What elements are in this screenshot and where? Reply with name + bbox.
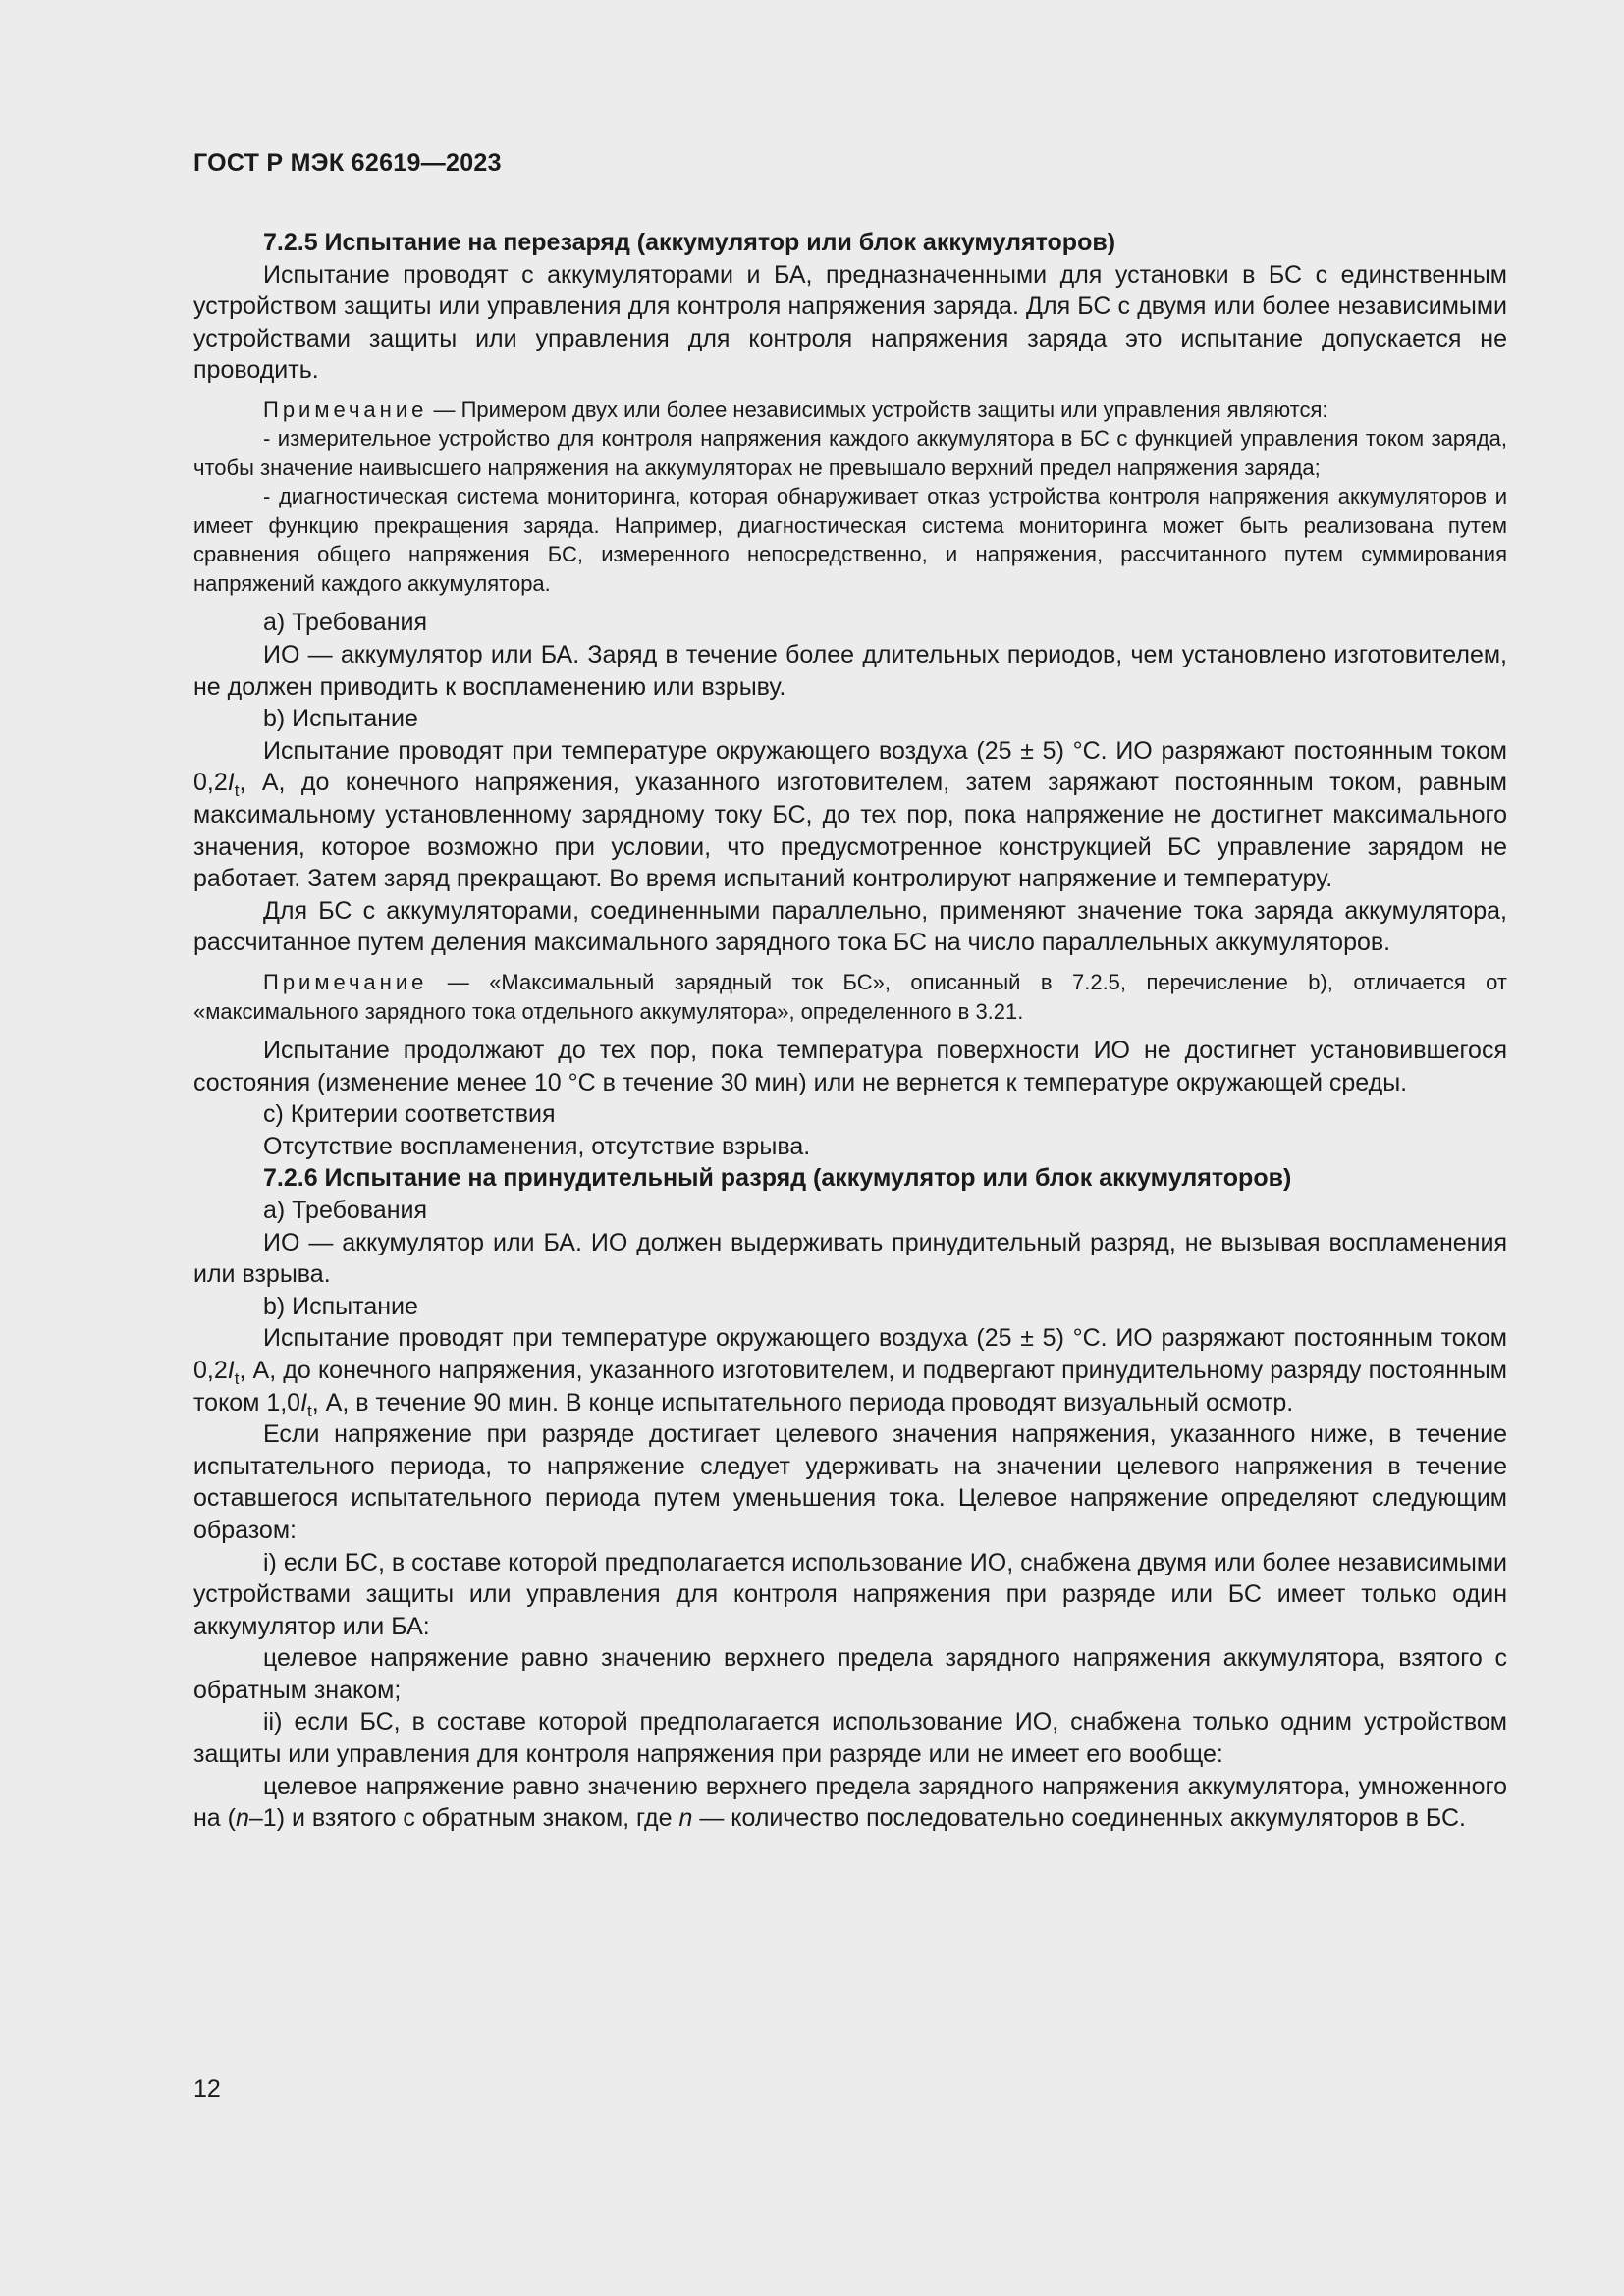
note: Примечание — Примером двух или более независимых устройств защиты или управления являются:	[263, 397, 1328, 422]
text-run: Испытание проводят при температуре окружающего воздуха (25 ± 5) °С. ИО разряжают постоянным током 0,2	[193, 736, 1507, 797]
paragraph	[193, 1771, 1507, 1835]
symbol: n	[678, 1804, 693, 1833]
symbol: I	[227, 1356, 235, 1384]
note-label: Примечание	[263, 397, 428, 422]
note-block	[193, 396, 1507, 599]
section-heading-7-2-6: 7.2.6 Испытание на принудительный разряд (аккумулятор или блок аккумуляторов)	[263, 1164, 1292, 1193]
paragraph: i) если БС, в составе которой предполагается использование ИО, снабжена двумя или более независимыми устройствами защиты или управления для контроля напряжения при разряде или БС имеет только один аккумулятор или БА:	[193, 1548, 1507, 1640]
subscript: t	[234, 781, 240, 801]
paragraph	[193, 1322, 1507, 1418]
list-item-label: b) Испытание	[263, 1292, 418, 1320]
paragraph: Для БС с аккумуляторами, соединенными параллельно, применяют значение тока заряда аккумулятора, рассчитанное путем деления максимального зарядного тока БС на число параллельных аккумуляторов.	[193, 896, 1507, 957]
list-item-label: a) Требования	[263, 609, 428, 637]
document-body	[193, 227, 1507, 1835]
text-run: –1) и взятого с обратным знаком, где	[248, 1804, 679, 1833]
subscript: t	[234, 1368, 240, 1388]
paragraph: Испытание проводят с аккумуляторами и БА, предназначенными для установки в БС с единственным устройством защиты или управления для контроля напряжения заряда. Для БС с двумя или более независимыми устройствами защиты или управления для контроля напряжения заряда это испытание допускается не проводить.	[193, 260, 1507, 385]
paragraph	[193, 735, 1507, 895]
symbol: n	[235, 1804, 249, 1833]
text-run: — количество последовательно соединенных аккумуляторов в БС.	[692, 1804, 1466, 1833]
note-text: «Максимальный зарядный ток БС», описанный в 7.2.5, перечисление b), отличается от «максимального зарядного тока отдельного аккумулятора», определенного в 3.21.	[193, 970, 1507, 1024]
paragraph: ИО — аккумулятор или БА. ИО должен выдерживать принудительный разряд, не вызывая воспламенения или взрыва.	[193, 1228, 1507, 1289]
text-run: Испытание проводят при температуре окружающего воздуха (25 ± 5) °С. ИО разряжают постоянным током 0,2	[193, 1324, 1507, 1384]
subscript: t	[307, 1401, 312, 1420]
text-run: целевое напряжение равно значению верхнего предела зарядного напряжения аккумулятора, умноженного на (	[193, 1772, 1507, 1833]
list-item-label: b) Испытание	[263, 705, 418, 733]
list-item-label: c) Критерии соответствия	[263, 1100, 556, 1129]
paragraph: Если напряжение при разряде достигает целевого значения напряжения, указанного ниже, в течение испытательного периода, то напряжение следует удерживать на значении целевого напряжения в течение оставшегося испытательного периода путем уменьшения тока. Целевое напряжение определяют следующим образом:	[193, 1420, 1507, 1544]
paragraph: ii) если БС, в составе которой предполагается использование ИО, снабжена только одним устройством защиты или управления для контроля напряжения при разряде или не имеет его вообще:	[193, 1708, 1507, 1769]
note: Примечание — «Максимальный зарядный ток БС», описанный в 7.2.5, перечисление b), отличается от «максимального зарядного тока отдельного аккумулятора», определенного в 3.21.	[193, 970, 1507, 1024]
paragraph: целевое напряжение равно значению верхнего предела зарядного напряжения аккумулятора, взятого с обратным знаком;	[193, 1644, 1507, 1704]
document-header: ГОСТ Р МЭК 62619—2023	[193, 149, 502, 177]
symbol: I	[227, 769, 235, 797]
text-run: , А, до конечного напряжения, указанного изготовителем, и подвергают принудительному разряду постоянным током 1,0	[193, 1356, 1507, 1416]
paragraph: ИО — аккумулятор или БА. Заряд в течение более длительных периодов, чем установлено изготовителем, не должен приводить к воспламенению или взрыву.	[193, 641, 1507, 701]
paragraph: Испытание продолжают до тех пор, пока температура поверхности ИО не достигнет установившегося состояния (изменение менее 10 °С в течение 30 мин) или не вернется к температуре окружающей среды.	[193, 1037, 1507, 1096]
note-item: - диагностическая система мониторинга, которая обнаруживает отказ устройства контроля напряжения аккумуляторов и имеет функцию прекращения заряда. Например, диагностическая система мониторинга может быть реализована путем сравнения общего напряжения БС, измеренного непосредственно, и напряжения, рассчитанного путем суммирования напряжений каждого аккумулятора.	[193, 484, 1507, 596]
symbol: I	[300, 1388, 308, 1416]
page-number: 12	[193, 2075, 221, 2103]
section-heading-7-2-5: 7.2.5 Испытание на перезаряд (аккумулятор или блок аккумуляторов)	[263, 229, 1116, 256]
note-label: Примечание	[263, 970, 428, 994]
paragraph: Отсутствие воспламенения, отсутствие взрыва.	[263, 1132, 811, 1160]
note-text: Примером двух или более независимых устройств защиты или управления являются:	[460, 397, 1328, 422]
note-block	[193, 968, 1507, 1026]
text-run: , А, до конечного напряжения, указанного изготовителем, затем заряжают постоянным током, равным максимальному установленному зарядному току БС, до тех пор, пока напряжение не достигнет максимального значения, которое возможно при условии, что предусмотренное конструкцией БС управление зарядом не работает. Затем заряд прекращают. Во время испытаний контролируют напряжение и температуру.	[193, 769, 1507, 893]
list-item-label: a) Требования	[263, 1196, 428, 1224]
text-run: , А, в течение 90 мин. В конце испытательного периода проводят визуальный осмотр.	[311, 1388, 1294, 1416]
note-item: - измерительное устройство для контроля напряжения каждого аккумулятора в БС с функцией управления током заряда, чтобы значение наивысшего напряжения на аккумуляторах не превышало верхний предел напряжения заряда;	[193, 426, 1507, 480]
